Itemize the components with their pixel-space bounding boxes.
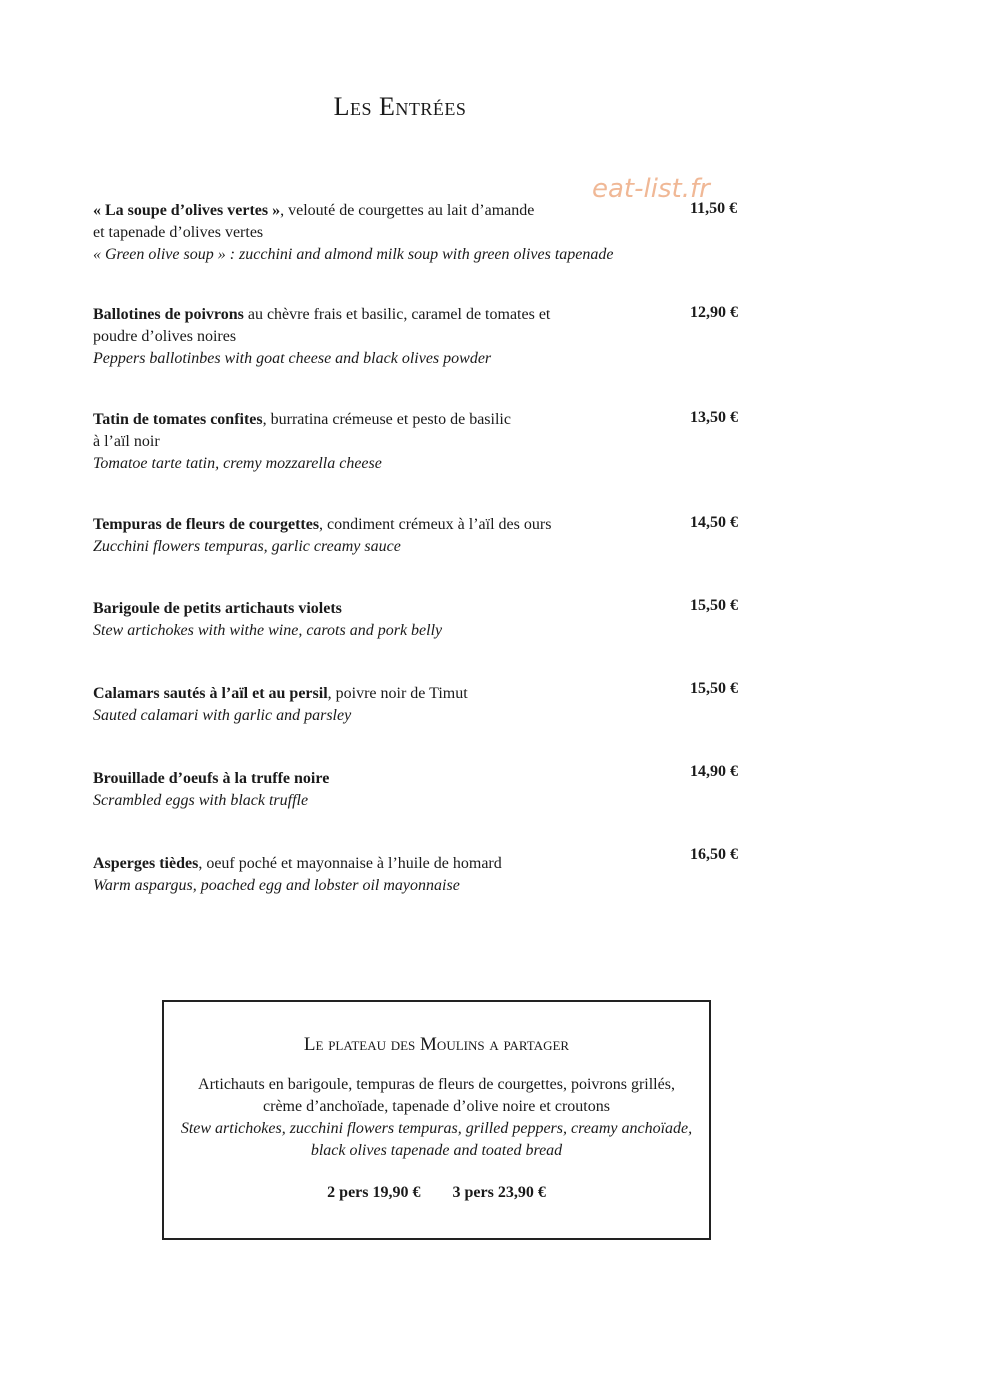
plateau-title: Le plateau des Moulins a partager [303,1034,570,1055]
plateau-box [162,1000,711,1240]
item-desc-fr: , velouté de courgettes au lait d’amande [280,202,535,219]
item-desc-en: Stew artichokes with withe wine, carots and pork belly [93,622,443,639]
item-name: Barigoule de petits artichauts violets [93,600,342,617]
menu-item [93,683,773,727]
watermark: eat-list.fr [592,174,710,204]
item-name: « La soupe d’olives vertes » [93,202,281,219]
menu-item [93,200,773,266]
item-price: 13,50 € [690,409,738,426]
item-name: Ballotines de poivrons [93,306,244,323]
plateau-desc-fr-1: Artichauts en barigoule, tempuras de fleurs de courgettes, poivrons grillés, [198,1076,675,1093]
menu-item [93,598,773,642]
item-desc-en: Sauted calamari with garlic and parsley [93,707,352,724]
item-desc-en: « Green olive soup » : zucchini and almond milk soup with green olives tapenade [93,246,614,263]
menu-item [93,853,773,897]
item-name: Asperges tièdes [93,855,199,872]
item-name: Calamars sautés à l’aïl et au persil [93,685,328,702]
item-desc-fr: , burratina crémeuse et pesto de basilic [262,411,511,428]
item-price: 14,90 € [690,763,738,780]
plateau-desc-en-1: Stew artichokes, zucchini flowers tempuras, grilled peppers, creamy anchoïade, [180,1120,693,1137]
item-price: 16,50 € [690,846,738,863]
item-desc-en: Peppers ballotinbes with goat cheese and black olives powder [93,350,492,367]
item-desc-en: Tomatoe tarte tatin, cremy mozzarella cheese [93,455,382,472]
item-price: 15,50 € [690,597,738,614]
menu-item [93,304,773,370]
menu-item [93,514,773,558]
menu-item [93,768,773,812]
item-desc-en: Zucchini flowers tempuras, garlic creamy sauce [93,538,401,555]
menu-item [93,409,773,475]
item-price: 14,50 € [690,514,738,531]
item-price: 12,90 € [690,304,738,321]
item-desc-fr-2: poudre d’olives noires [93,328,237,345]
item-desc-en: Scrambled eggs with black truffle [93,792,309,809]
item-desc-en: Warm aspargus, poached egg and lobster oil mayonnaise [93,877,460,894]
item-name: Tatin de tomates confites [93,411,263,428]
item-price: 11,50 € [690,200,738,217]
item-desc-fr: , poivre noir de Timut [327,685,468,702]
item-desc-fr-2: et tapenade d’olives vertes [93,224,264,241]
item-name: Brouillade d’oeufs à la truffe noire [93,770,330,787]
item-desc-fr-2: à l’aïl noir [93,433,160,450]
plateau-price-3-pers: 3 pers 23,90 € [452,1184,546,1201]
page-title: Les Entrées [333,92,467,121]
item-desc-fr: au chèvre frais et basilic, caramel de tomates et [243,306,551,323]
plateau-desc-en-2: black olives tapenade and toated bread [310,1142,563,1159]
item-price: 15,50 € [690,680,738,697]
item-name: Tempuras de fleurs de courgettes [93,516,320,533]
item-desc-fr: , condiment crémeux à l’aïl des ours [319,516,552,533]
plateau-price-2-pers: 2 pers 19,90 € [327,1184,421,1201]
plateau-desc-fr-2: crème d’anchoïade, tapenade d’olive noire et croutons [263,1098,610,1115]
item-desc-fr: , oeuf poché et mayonnaise à l’huile de homard [198,855,502,872]
